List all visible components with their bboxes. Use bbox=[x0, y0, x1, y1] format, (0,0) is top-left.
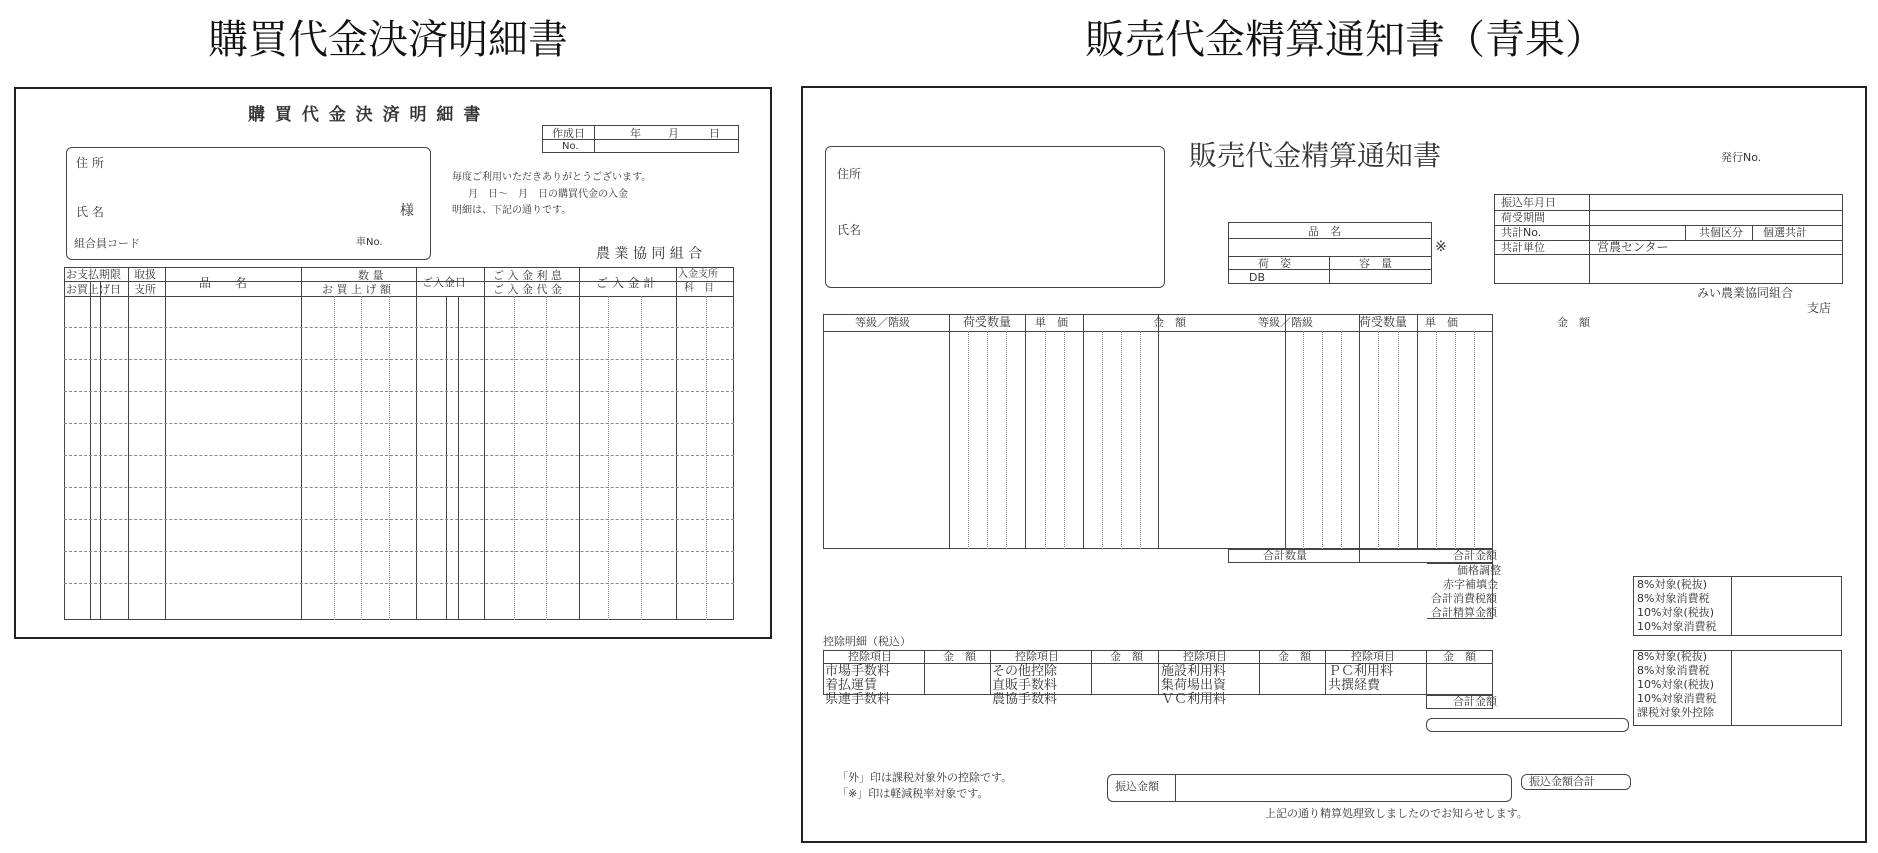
th-qty-2: 荷受数量 bbox=[1359, 315, 1408, 329]
honorific: 様 bbox=[400, 203, 414, 219]
branch-label: 支店 bbox=[1807, 301, 1832, 315]
car-no-label: 車No. bbox=[356, 237, 383, 248]
col-qty: 数 量 bbox=[358, 269, 384, 282]
ded-freight: 着払運賃 bbox=[825, 678, 878, 693]
greeting-line-2: 月 日～ 月 日の購買代金の入金 bbox=[468, 189, 628, 200]
th-grade-1: 等級／階級 bbox=[855, 316, 910, 329]
pooled-no-label: 共計No. bbox=[1501, 226, 1542, 239]
tax-top-8-tax: 8%対象消費税 bbox=[1637, 592, 1710, 605]
th-amount-2: 金 額 bbox=[1557, 316, 1590, 329]
transfer-amount-box bbox=[1107, 774, 1512, 802]
note-reduced-rate: 「※」印は軽減税率対象です。 bbox=[837, 787, 989, 800]
ded-amount-4: 金 額 bbox=[1443, 650, 1476, 663]
ded-item-3: 控除項目 bbox=[1183, 650, 1227, 663]
individual-pool-label: 個選共計 bbox=[1763, 226, 1807, 239]
pooled-class-label: 共個区分 bbox=[1699, 226, 1743, 239]
day-label: 日 bbox=[709, 127, 720, 140]
name-label: 氏 名 bbox=[76, 205, 104, 219]
total-qty-label: 合計数量 bbox=[1263, 549, 1307, 562]
coop-name: 農 業 協 同 組 合 bbox=[596, 246, 703, 262]
ded-pref-fee: 県連手数料 bbox=[825, 692, 891, 707]
sales-coop-name: みい農業協同組合 bbox=[1697, 286, 1794, 300]
sales-form-title: 販売代金精算通知書 bbox=[1189, 139, 1442, 172]
left-heading: 購買代金決済明細書 bbox=[208, 17, 568, 63]
ded-amount-1: 金 額 bbox=[943, 650, 976, 663]
col-deposit-payment: ご 入 金 代 金 bbox=[493, 283, 562, 296]
col-deposit-date: ご入金日 bbox=[422, 276, 466, 289]
adj-tax-total: 合計消費税額 bbox=[1431, 592, 1497, 605]
sales-address-box bbox=[825, 146, 1165, 288]
col-payment-deadline: お支払期限 bbox=[66, 268, 121, 281]
transfer-date-label: 振込年月日 bbox=[1501, 196, 1556, 209]
note-outside-tax: 「外」印は課税対象外の控除です。 bbox=[837, 771, 1013, 784]
col-interest: ご 入 金 利 息 bbox=[493, 269, 562, 282]
issue-no-label: 発行No. bbox=[1721, 151, 1762, 164]
col-branch: 支所 bbox=[134, 283, 156, 296]
right-heading: 販売代金精算通知書（青果） bbox=[1085, 17, 1605, 63]
col-item: 品 名 bbox=[199, 276, 248, 290]
ded-facility: 施設利用料 bbox=[1161, 664, 1227, 679]
purchase-statement-form bbox=[14, 87, 772, 639]
db-label: DB bbox=[1249, 271, 1266, 284]
capacity-label: 容 量 bbox=[1359, 257, 1392, 270]
ded-amount-2: 金 額 bbox=[1110, 650, 1143, 663]
total-amount-label: 合計金額 bbox=[1453, 549, 1497, 562]
ded-amount-3: 金 額 bbox=[1278, 650, 1311, 663]
tax-top-10-base: 10%対象(税抜) bbox=[1637, 606, 1715, 619]
col-purchase-date: お買上げ日 bbox=[66, 283, 121, 296]
receiving-period-label: 荷受期間 bbox=[1501, 211, 1545, 224]
month-label: 月 bbox=[668, 127, 679, 140]
transfer-total-label: 振込金額合計 bbox=[1529, 775, 1595, 788]
tax-bottom-8-tax: 8%対象消費税 bbox=[1637, 664, 1710, 677]
tax-bottom-10-tax: 10%対象消費税 bbox=[1637, 692, 1717, 705]
ded-other: その他控除 bbox=[992, 664, 1058, 679]
adj-deficit: 赤字補填金 bbox=[1443, 578, 1498, 591]
adj-price: 価格調整 bbox=[1457, 564, 1501, 577]
no-label: No. bbox=[562, 141, 579, 152]
packing-label: 荷 姿 bbox=[1258, 257, 1291, 270]
col-deposit-branch: 入金支所 bbox=[678, 269, 718, 280]
member-code-label: 組合員コード bbox=[74, 237, 140, 250]
col-deposit-total: ご 入 金 計 bbox=[596, 276, 656, 290]
ded-coop-fee: 農協手数料 bbox=[992, 692, 1058, 707]
tax-top-8-base: 8%対象(税抜) bbox=[1637, 578, 1708, 591]
ded-vc: ＶＣ利用料 bbox=[1161, 692, 1227, 707]
product-label: 品 名 bbox=[1308, 225, 1341, 238]
ded-item-2: 控除項目 bbox=[1015, 650, 1059, 663]
purchase-form-title: 購 買 代 金 決 済 明 細 書 bbox=[248, 105, 483, 125]
year-label: 年 bbox=[630, 127, 641, 140]
sales-address-label: 住所 bbox=[837, 167, 862, 181]
col-purchase-amount: お 買 上 げ 額 bbox=[322, 283, 391, 296]
sales-name-label: 氏名 bbox=[837, 223, 862, 237]
adj-settlement-total: 合計精算金額 bbox=[1431, 606, 1497, 619]
th-qty-1: 荷受数量 bbox=[963, 315, 1012, 329]
ded-item-1: 控除項目 bbox=[848, 650, 892, 663]
ded-total-label: 合計金額 bbox=[1453, 695, 1497, 708]
ded-market-fee: 市場手数料 bbox=[825, 664, 891, 679]
ded-total-value-box bbox=[1426, 718, 1629, 732]
transfer-amount-label: 振込金額 bbox=[1115, 780, 1159, 793]
deduction-title: 控除明細（税込） bbox=[823, 635, 911, 648]
pooled-unit-label: 共計単位 bbox=[1501, 241, 1545, 254]
ded-sorting: 共撰経費 bbox=[1328, 678, 1381, 693]
ded-direct-sales: 直販手数料 bbox=[992, 678, 1058, 693]
tax-bottom-10-base: 10%対象(税抜) bbox=[1637, 678, 1715, 691]
ded-item-4: 控除項目 bbox=[1351, 650, 1395, 663]
reduced-tax-mark: ※ bbox=[1435, 239, 1447, 255]
th-price-1: 単 価 bbox=[1035, 316, 1068, 329]
greeting-line-1: 毎度ご利用いただきありがとうございます。 bbox=[452, 172, 652, 183]
col-handling: 取扱 bbox=[134, 268, 156, 281]
greeting-line-3: 明細は、下記の通りです。 bbox=[452, 205, 572, 216]
th-amount-1: 金 額 bbox=[1153, 316, 1186, 329]
th-grade-2: 等級／階級 bbox=[1258, 316, 1313, 329]
center-name: 営農センター bbox=[1597, 240, 1669, 254]
tax-bottom-exempt: 課税対象外控除 bbox=[1637, 706, 1714, 719]
tax-bottom-8-base: 8%対象(税抜) bbox=[1637, 650, 1708, 663]
th-price-2: 単 価 bbox=[1425, 316, 1458, 329]
created-date-label: 作成日 bbox=[552, 127, 585, 140]
sales-settlement-form bbox=[801, 86, 1867, 843]
tax-top-10-tax: 10%対象消費税 bbox=[1637, 620, 1717, 633]
ded-pc: ＰＣ利用料 bbox=[1328, 664, 1394, 679]
address-label: 住 所 bbox=[76, 156, 104, 170]
footer-note: 上記の通り精算処理致しましたのでお知らせします。 bbox=[1265, 807, 1528, 820]
col-subject: 科 目 bbox=[684, 283, 714, 294]
ded-collection: 集荷場出資 bbox=[1161, 678, 1227, 693]
